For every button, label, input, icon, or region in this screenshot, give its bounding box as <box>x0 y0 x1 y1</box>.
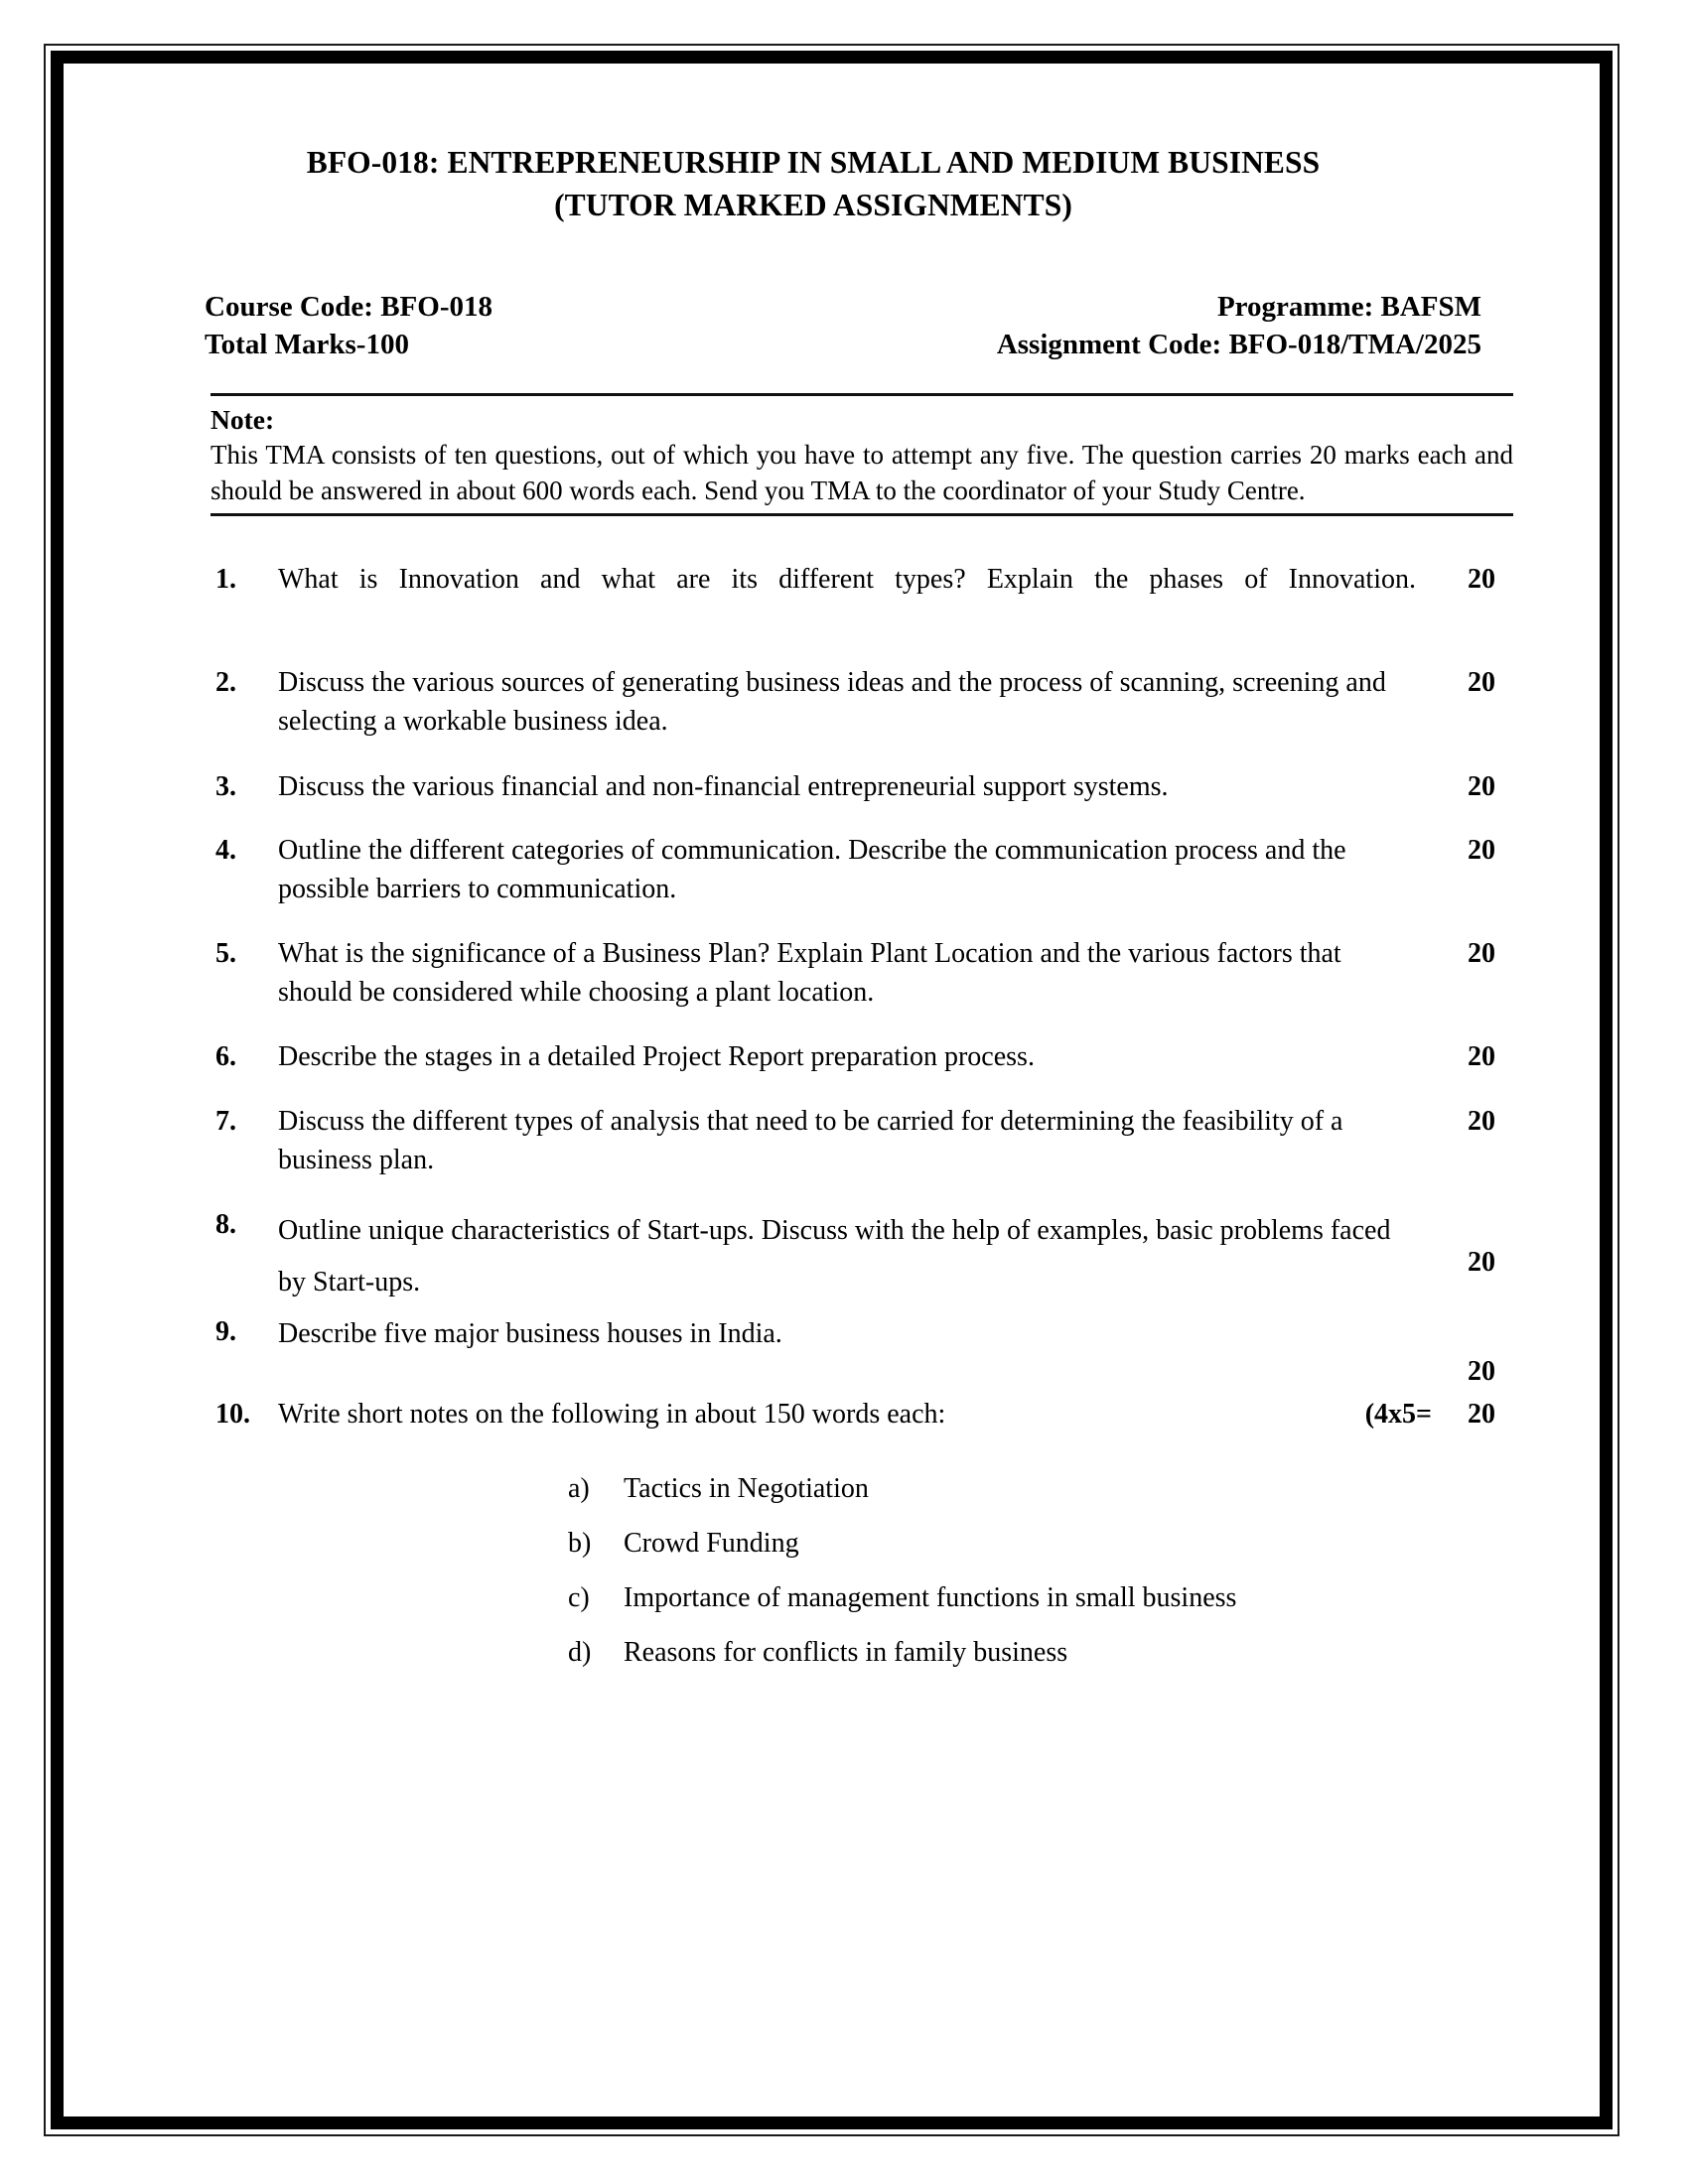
sub-item-marker: b) <box>568 1528 592 1559</box>
question-row <box>211 663 1531 741</box>
question-marks-formula: (4x5= <box>1364 1399 1432 1430</box>
question-text: Outline unique characteristics of Start-ups. Discuss with the help of examples, basic problems faced by Start-ups. <box>278 1215 1391 1297</box>
question-row <box>211 1102 1531 1179</box>
question-text: Write short notes on the following in about 150 words each: <box>278 1399 946 1430</box>
sub-item-label: Reasons for conflicts in family business <box>624 1637 1068 1668</box>
question-row <box>211 1205 1531 1308</box>
question-text: What is the significance of a Business Plan? Explain Plant Location and the various factors that should be considered while choosing a plant location. <box>278 938 1341 1008</box>
question-number: 10. <box>215 1399 250 1430</box>
question-text: Discuss the various sources of generating business ideas and the process of scanning, screening and selecting a workable business idea. <box>278 667 1386 737</box>
question-number: 1. <box>215 564 236 595</box>
meta-row-2 <box>205 326 1481 363</box>
question-row <box>211 831 1531 908</box>
question-number: 8. <box>215 1209 236 1240</box>
sub-list-item <box>568 1633 1531 1672</box>
question-row <box>211 934 1531 1012</box>
question-marks: 20 <box>1468 771 1495 802</box>
note-text: This TMA consists of ten questions, out of which you have to attempt any five. The question carries 20 marks each and should be answered in about 600 words each. Send you TMA to the coordinator of your Study Centre. <box>211 440 1513 505</box>
question-number: 6. <box>215 1041 236 1072</box>
document-body <box>64 64 1573 1688</box>
question-number: 5. <box>215 938 236 969</box>
sub-item-marker: a) <box>568 1473 590 1504</box>
note-block <box>211 393 1513 516</box>
question-number: 3. <box>215 771 236 802</box>
question-text: Describe five major business houses in India. <box>278 1318 782 1349</box>
question-marks: 20 <box>1468 1399 1495 1430</box>
question-marks: 20 <box>1468 938 1495 969</box>
question-list <box>211 560 1531 1672</box>
title-line-1: BFO-018: ENTREPRENEURSHIP IN SMALL AND MEDIUM BUSINESS <box>306 145 1321 180</box>
question-text: Discuss the various financial and non-financial entrepreneurial support systems. <box>278 771 1169 802</box>
page-border-outer <box>44 44 1619 2136</box>
question-text: Describe the stages in a detailed Project Report preparation process. <box>278 1041 1035 1072</box>
question-number: 7. <box>215 1106 236 1137</box>
question-text: Outline the different categories of communication. Describe the communication process and the possible barriers to communication. <box>278 835 1346 904</box>
meta-row-1 <box>205 288 1481 326</box>
question-marks: 20 <box>1468 1247 1495 1278</box>
title-line-2: (TUTOR MARKED ASSIGNMENTS) <box>554 188 1072 222</box>
question-number: 2. <box>215 667 236 698</box>
question-number: 9. <box>215 1316 236 1347</box>
sub-list-item <box>568 1524 1531 1563</box>
course-code: Course Code: BFO-018 <box>205 291 492 323</box>
question-number: 4. <box>215 835 236 866</box>
question-row <box>211 1037 1531 1076</box>
sub-item-label: Crowd Funding <box>624 1528 799 1559</box>
question-row <box>211 1312 1531 1391</box>
question-row <box>211 767 1531 806</box>
page-content <box>64 64 1600 2116</box>
note-label: Note: <box>211 404 275 435</box>
programme: Programme: BAFSM <box>1216 291 1481 323</box>
question-marks: 20 <box>1468 1041 1495 1072</box>
sub-list-item <box>568 1469 1531 1508</box>
question-row <box>211 1395 1531 1433</box>
question-text: Discuss the different types of analysis that need to be carried for determining the feasibility of a business plan. <box>278 1106 1343 1175</box>
document-title <box>64 141 1573 226</box>
sub-list-item <box>568 1578 1531 1617</box>
total-marks: Total Marks-100 <box>205 329 409 360</box>
sub-item-label: Importance of management functions in small business <box>624 1582 1237 1613</box>
assignment-meta <box>64 288 1573 363</box>
assignment-code: Assignment Code: BFO-018/TMA/2025 <box>996 329 1481 360</box>
question-marks: 20 <box>1468 564 1495 595</box>
question-marks: 20 <box>1468 835 1495 866</box>
question-10-sub-list <box>568 1469 1531 1672</box>
question-row <box>211 560 1531 637</box>
question-marks: 20 <box>1468 1356 1495 1387</box>
sub-item-marker: d) <box>568 1637 592 1668</box>
question-text: What is Innovation and what are its different types? Explain the phases of Innovation. <box>278 564 1416 595</box>
page-border-inner <box>51 51 1613 2129</box>
question-marks: 20 <box>1468 1106 1495 1137</box>
sub-item-label: Tactics in Negotiation <box>624 1473 869 1504</box>
sub-item-marker: c) <box>568 1582 590 1613</box>
question-marks: 20 <box>1468 667 1495 698</box>
